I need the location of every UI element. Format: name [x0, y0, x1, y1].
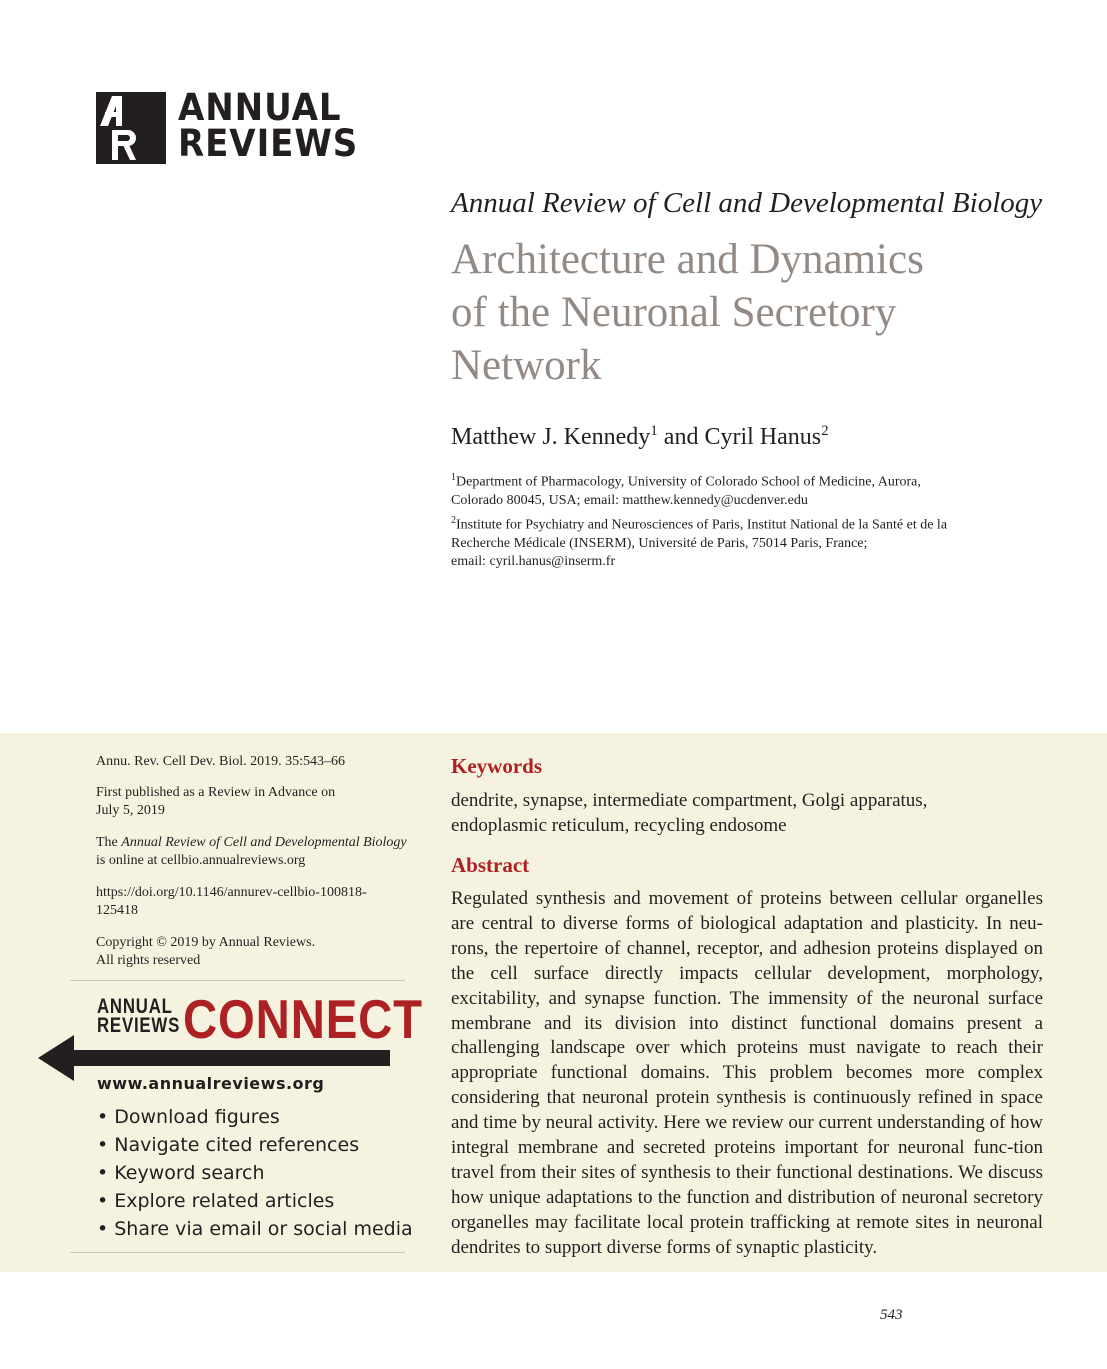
connect-reviews: REVIEWS [97, 1014, 181, 1037]
journal-name: Annual Review of Cell and Developmental Biology [451, 187, 1043, 219]
article-title [451, 233, 1051, 392]
affiliation-marker: 2 [451, 515, 456, 526]
affiliation-line: Department of Pharmacology, University of Colorado School of Medicine, Aurora, [456, 474, 921, 490]
divider [70, 1252, 405, 1253]
doi[interactable] [96, 884, 416, 920]
first-published-date: July 5, 2019 [96, 803, 165, 818]
title-line: Network [451, 342, 602, 389]
ar-logo-icon [96, 92, 166, 164]
abstract-text: Regulated synthesis and movement of proteins between cellular organelles are central to diverse forms of biological adaptation and plasticity. In neu-rons, the repertoire of channel, receptor, and adhesion proteins displayed on the cell surface directly impacts cellular development, morphology, excitability, and synapse function. The immensity of the neuronal surface membrane and its division into distinct functional domains present a challenging landscape over which proteins must navigate to reach their appropriate functional domains. This problem becomes more complex considering that neuronal protein synthesis is continuously refined in space and time by neural activity. Here we review our current understanding of how integral membrane and secreted proteins important for neuronal func-tion travel from their sites of synthesis to their functional destinations. We discuss how unique adaptations to the function and distribution of neuronal secretory organelles may facilitate local protein trafficking at remote sites in neuronal dendrites to support diverse forms of synaptic plasticity. [451, 888, 1043, 1258]
divider [70, 980, 405, 981]
connect-wordmark: CONNECT [183, 988, 423, 1050]
affiliation-marker: 1 [650, 423, 658, 439]
online-info [96, 834, 426, 870]
first-published [96, 784, 416, 820]
page-number: 543 [880, 1307, 903, 1323]
affiliation-1 [451, 469, 1031, 510]
list-item: • Explore related articles [97, 1190, 335, 1212]
affiliation-marker: 2 [821, 423, 829, 439]
citation: Annu. Rev. Cell Dev. Biol. 2019. 35:543–66 [96, 754, 346, 769]
title-line: Architecture and Dynamics [451, 236, 924, 283]
first-published-line: First published as a Review in Advance on [96, 785, 336, 800]
affiliation-2 [451, 512, 1031, 571]
copyright-line: Copyright © 2019 by Annual Reviews. [96, 935, 316, 950]
rights-line: All rights reserved [96, 953, 201, 968]
affiliation-marker: 1 [451, 472, 456, 483]
doi-line: 125418 [96, 903, 138, 918]
author-joiner: and [657, 424, 705, 450]
author-list [451, 423, 829, 451]
keywords [451, 788, 1011, 838]
list-item: • Share via email or social media [97, 1218, 413, 1240]
affiliation-line: Colorado 80045, USA; email: matthew.kennedy@ucdenver.edu [451, 492, 808, 508]
logo-line-annual: ANNUAL [178, 86, 342, 129]
online-url[interactable]: is online at cellbio.annualreviews.org [96, 853, 306, 868]
keywords-line: dendrite, synapse, intermediate compartment, Golgi apparatus, [451, 790, 928, 811]
list-item: • Keyword search [97, 1162, 265, 1184]
online-journal: Annual Review of Cell and Developmental Biology [121, 835, 407, 850]
abstract-heading: Abstract [451, 853, 530, 877]
keywords-line: endoplasmic reticulum, recycling endosome [451, 815, 787, 836]
keywords-heading: Keywords [451, 754, 542, 778]
copyright [96, 934, 416, 970]
title-line: of the Neuronal Secretory [451, 289, 897, 336]
affiliation-line: Recherche Médicale (INSERM), Université de Paris, 75014 Paris, France; [451, 535, 868, 551]
author-name: Matthew J. Kennedy [451, 424, 651, 450]
connect-annual: ANNUAL [97, 995, 173, 1018]
annual-reviews-logo [96, 86, 376, 166]
logo-wordmark [178, 86, 374, 165]
author-name: Cyril Hanus [704, 424, 822, 450]
list-item: • Download figures [97, 1106, 280, 1128]
online-prefix: The [96, 835, 122, 850]
affiliation-line: email: cyril.hanus@inserm.fr [451, 553, 616, 569]
connect-feature-list [97, 1103, 413, 1243]
affiliation-line: Institute for Psychiatry and Neurosciences of Paris, Institut National de la Santé et de la [456, 517, 948, 533]
connect-url[interactable]: www.annualreviews.org [97, 1074, 325, 1093]
list-item: • Navigate cited references [97, 1134, 360, 1156]
doi-line: https://doi.org/10.1146/annurev-cellbio-100818- [96, 885, 367, 900]
logo-line-reviews: REVIEWS [178, 122, 359, 165]
